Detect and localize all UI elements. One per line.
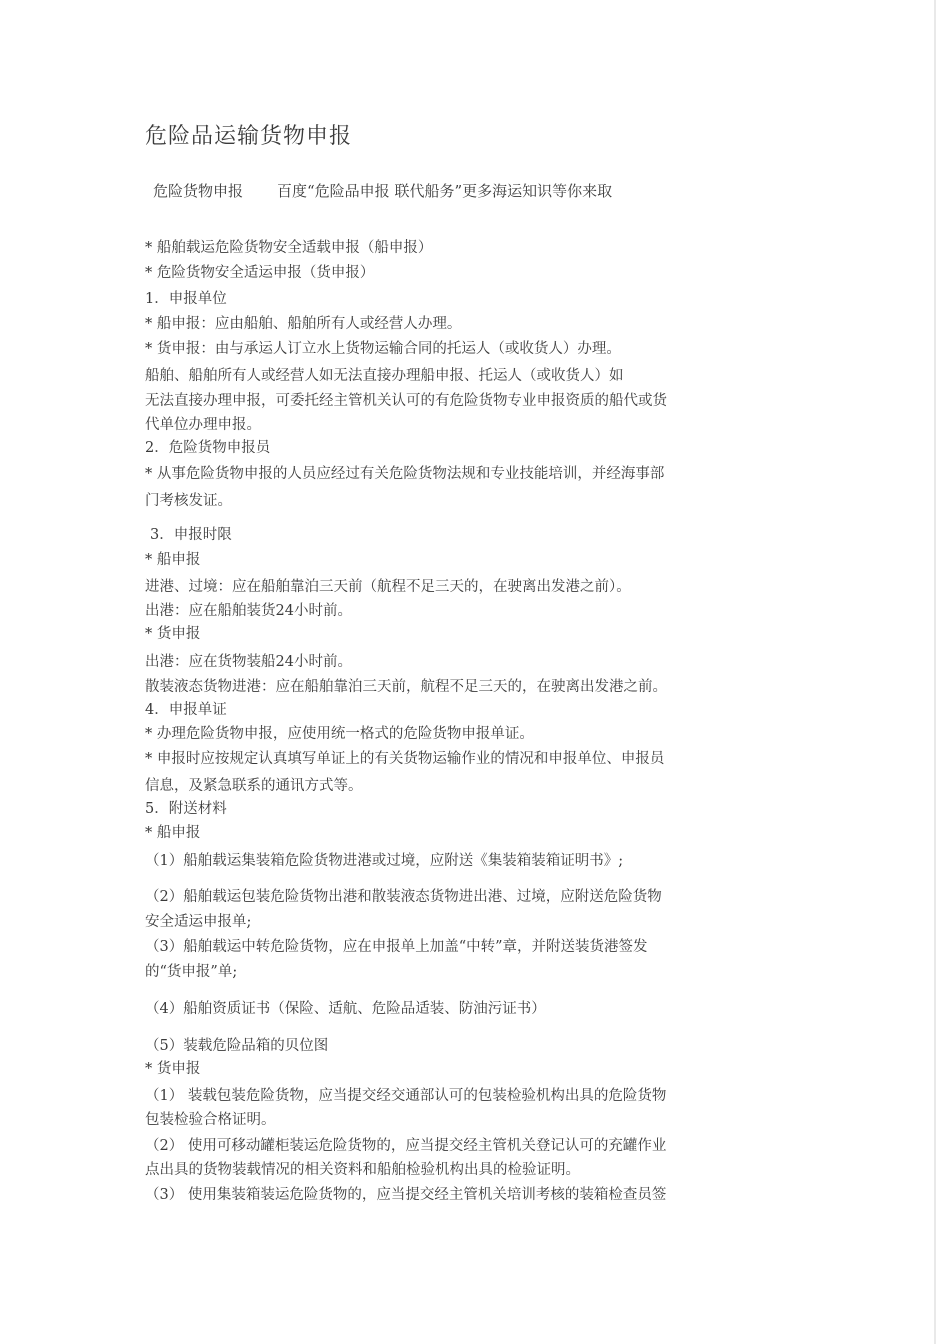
body-line: 安全适运申报单; (145, 914, 252, 930)
body-line: 的“货申报”单; (145, 964, 238, 980)
body-line: * 危险货物安全适运申报（货申报） (145, 265, 375, 281)
body-line: * 货申报 (145, 626, 201, 642)
body-line: 出港：应在船舶装货24小时前。 (145, 603, 352, 619)
body-line: （1） 装载包装危险货物，应当提交经交通部认可的包装检验机构出具的危险货物 (145, 1088, 667, 1104)
body-line: 散装液态货物进港：应在船舶靠泊三天前，航程不足三天的，在驶离出发港之前。 (145, 679, 667, 695)
section-heading: 1．申报单位 (145, 291, 227, 307)
document-subtitle (153, 180, 612, 201)
body-line: （2）船舶载运包装危险货物出港和散装液态货物进出港、过境，应附送危险货物 (145, 889, 662, 905)
body-line: * 船申报：应由船舶、船舶所有人或经营人办理。 (145, 316, 462, 332)
body-line: （4）船舶资质证书（保险、适航、危险品适装、防油污证书） (145, 1001, 546, 1017)
body-line: （3） 使用集装箱装运危险货物的，应当提交经主管机关培训考核的装箱检查员签 (145, 1187, 667, 1203)
body-line: （5）装载危险品箱的贝位图 (145, 1038, 329, 1054)
body-line: 无法直接办理申报，可委托经主管机关认可的有危险货物专业申报资质的船代或货 (145, 393, 667, 409)
section-heading: 3．申报时限 (150, 527, 232, 543)
section-heading: 5．附送材料 (145, 801, 227, 817)
body-line: 门考核发证。 (145, 493, 232, 509)
body-line: * 从事危险货物申报的人员应经过有关危险货物法规和专业技能培训，并经海事部 (145, 466, 665, 482)
section-heading: 4．申报单证 (145, 702, 227, 718)
subtitle-right: 百度“危险品申报 联代船务”更多海运知识等你来取 (277, 182, 613, 200)
body-line: （3）船舶载运中转危险货物，应在申报单上加盖“中转”章，并附送装货港签发 (145, 939, 648, 955)
body-line: 包装检验合格证明。 (145, 1112, 276, 1128)
page-edge (934, 0, 936, 1344)
body-line: 进港、过境：应在船舶靠泊三天前（航程不足三天的，在驶离出发港之前）。 (145, 579, 631, 595)
body-line: * 船申报 (145, 825, 201, 841)
body-line: 船舶、船舶所有人或经营人如无法直接办理船申报、托运人（或收货人）如 (145, 368, 624, 384)
body-line: * 货申报 (145, 1061, 201, 1077)
subtitle-left: 危险货物申报 (153, 182, 244, 200)
section-heading: 2．危险货物申报员 (145, 440, 271, 456)
body-line: 点出具的货物装载情况的相关资料和船舶检验机构出具的检验证明。 (145, 1162, 580, 1178)
body-line: * 申报时应按规定认真填写单证上的有关货物运输作业的情况和申报单位、申报员 (145, 751, 665, 767)
body-line: * 货申报：由与承运人订立水上货物运输合同的托运人（或收货人）办理。 (145, 341, 621, 357)
body-line: * 办理危险货物申报，应使用统一格式的危险货物申报单证。 (145, 726, 534, 742)
body-line: （2） 使用可移动罐柜装运危险货物的，应当提交经主管机关登记认可的充罐作业 (145, 1138, 667, 1154)
body-line: 信息，及紧急联系的通讯方式等。 (145, 778, 363, 794)
body-line: （1）船舶载运集装箱危险货物进港或过境，应附送《集装箱装箱证明书》; (145, 853, 624, 869)
document-title: 危险品运输货物申报 (145, 124, 353, 149)
body-line: 代单位办理申报。 (145, 417, 261, 433)
body-line: 出港：应在货物装船24小时前。 (145, 654, 352, 670)
body-line: * 船申报 (145, 552, 201, 568)
body-line: * 船舶载运危险货物安全适载申报（船申报） (145, 240, 433, 256)
